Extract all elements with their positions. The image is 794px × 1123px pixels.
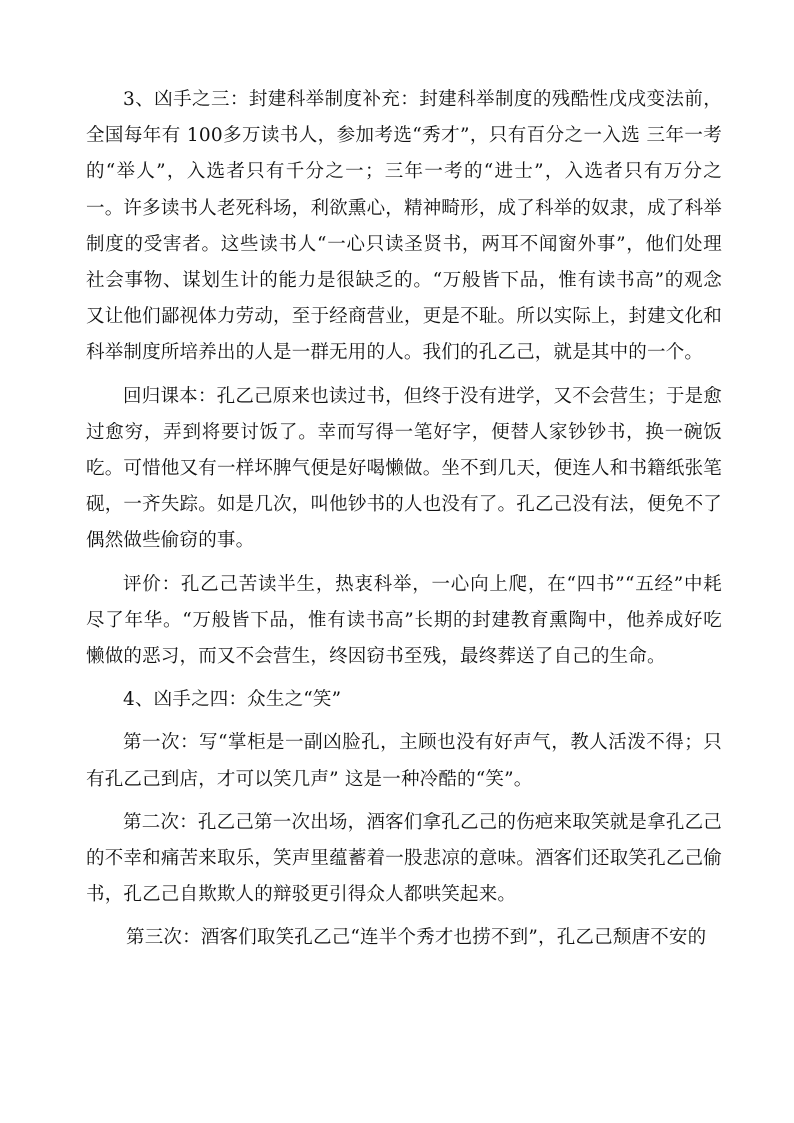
document-body (86, 82, 722, 957)
paragraph-culprit-4-heading: 4、凶手之四：众生之“笑” (123, 689, 342, 711)
paragraph-culprit-3: 3、凶手之三：封建科举制度补充：封建科举制度的残酷性戊戌变法前，全国每年有 100多万读书人，参加考选“秀才”，只有百分之一入选 三年一考的“举人”，入选者只有千分之一；三年一考的“进士”，入选者只有万分之一。许多读书人老死科场，利欲熏心，精神畸形，成了科举的奴隶，成了科举制度的受害者。这些读书人“一心只读圣贤书，两耳不闻窗外事”，他们处理社会事物、谋划生计的能力是很缺乏的。“万般皆下品，惟有读书高”的观念又让他们鄙视体力劳动，至于经商营业，更是不耻。所以实际上，封建文化和科举制度所培养出的人是一群无用的人。我们的孔乙己，就是其中的一个。 (86, 89, 722, 364)
paragraph-first-laugh: 第一次：写“掌柜是一副凶脸孔，主顾也没有好声气，教人活泼不得；只有孔乙己到店，才可以笑几声” 这是一种冷酷的“笑”。 (86, 732, 722, 790)
paragraph-third-laugh: 第三次：酒客们取笑孔乙己“连半个秀才也捞不到”，孔乙己颓唐不安的 (126, 927, 707, 949)
paragraph-back-to-text: 回归课本：孔乙己原来也读过书，但终于没有进学，又不会营生；于是愈过愈穷，弄到将要讨饭了。幸而写得一笔好字，便替人家钞钞书，换一碗饭吃。可惜他又有一样坏脾气便是好喝懒做。坐不到几天，便连人和书籍纸张笔砚，一齐失踪。如是几次，叫他钞书的人也没有了。孔乙己没有法，便免不了偶然做些偷窃的事。 (86, 385, 722, 552)
paragraph-second-laugh: 第二次：孔乙己第一次出场，酒客们拿孔乙己的伤疤来取笑就是拿孔乙己的不幸和痛苦来取乐，笑声里蕴蓄着一股悲凉的意味。酒客们还取笑孔乙己偷书，孔乙己自欺欺人的辩驳更引得众人都哄笑起来。 (86, 811, 722, 906)
paragraph-evaluation: 评价：孔乙己苦读半生，热衷科举，一心向上爬，在“四书”“五经”中耗尽了年华。“万般皆下品，惟有读书高”长期的封建教育熏陶中，他养成好吃懒做的恶习，而又不会营生，终因窃书至残，最终葬送了自己的生命。 (86, 573, 722, 668)
